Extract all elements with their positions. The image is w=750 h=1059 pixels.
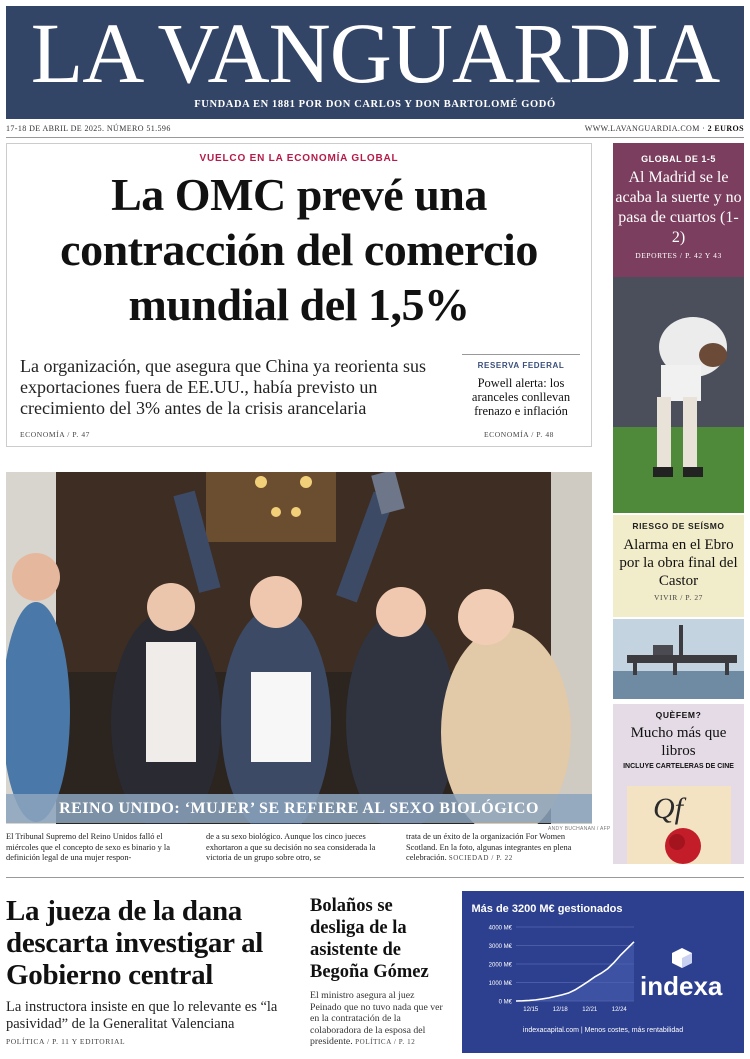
dateline — [6, 124, 744, 133]
chart-y-tick: 1000 M€ — [488, 981, 512, 987]
bolanos-headline: Bolaños se desliga de la asistente de Begoña Gómez — [310, 896, 429, 982]
divider — [6, 877, 744, 878]
dana-deck: La instructora insiste en que lo relevante es “la pasividad” de la Generalitat Valenciana — [6, 999, 278, 1032]
sports-headline: Al Madrid se le acaba la suerte y no pasa de cuartos (1-2) — [615, 169, 742, 246]
lead-headline-line: La OMC prevé una — [111, 169, 487, 220]
dana-story[interactable] — [6, 895, 296, 1046]
bolanos-story[interactable] — [310, 895, 445, 1049]
photo-caption-title: REINO UNIDO: ‘MUJER’ SE REFIERE AL SEXO BIOLÓGICO — [6, 794, 592, 823]
indexa-logo-icon — [670, 946, 694, 970]
lead-story[interactable] — [6, 143, 592, 447]
photo-text-col2: de a su sexo biológico. Aunque los cinco jueces exhortaron a que su decisión no sea considerada la victoria de un grupo sobre otro, se — [206, 832, 376, 862]
lead-deck: La organización, que asegura que China ya reorienta sus exportaciones fuera de EE.UU., había previsto un crecimiento del 3% antes de la crisis arancelaria — [20, 356, 427, 418]
oil-platform-illustration — [613, 619, 744, 699]
ad-footer: indexacapital.com | Menos costes, más rentabilidad — [522, 1027, 684, 1034]
chart-y-tick: 3000 M€ — [488, 944, 512, 950]
sidebar-kicker: RESERVA FEDERAL — [477, 361, 565, 370]
dana-section[interactable]: POLÍTICA / P. 11 Y EDITORIAL — [6, 1037, 126, 1046]
sports-kicker: GLOBAL DE 1-5 — [641, 154, 716, 164]
chart-area — [516, 942, 634, 1001]
quake-headline: Alarma en el Ebro por la obra final del Castor — [619, 537, 738, 589]
chart-y-tick: 2000 M€ — [488, 962, 512, 969]
quake-teaser[interactable] — [613, 515, 744, 617]
indexa-ad[interactable] — [462, 891, 744, 1053]
quake-section: VIVIR / P. 27 — [653, 593, 704, 602]
lead-sidebar[interactable] — [462, 354, 580, 418]
separator: · — [702, 124, 708, 133]
photo-text-col1: El Tribunal Supremo del Reino Unidos falló el miércoles que el concepto de sexo es binario y la definición legal de una mujer respon- — [6, 832, 170, 862]
newspaper-title[interactable]: LA VANGUARDIA — [30, 5, 720, 101]
lead-headline-line: mundial del 1,5% — [128, 279, 470, 330]
masthead-tagline: FUNDADA EN 1881 POR DON CARLOS Y DON BARTOLOMÉ GODÓ — [194, 99, 556, 110]
chart-x-tick: 12/18 — [552, 1007, 568, 1013]
quefem-headline: Mucho más que libros — [630, 725, 727, 759]
ad-chart — [466, 921, 646, 1031]
chart-y-tick: 0 M€ — [498, 999, 512, 1006]
bolanos-section[interactable]: POLÍTICA / P. 12 — [355, 1038, 416, 1047]
chart-x-tick: 12/24 — [611, 1007, 627, 1013]
lead-kicker: VUELCO EN LA ECONOMÍA GLOBAL — [199, 153, 399, 164]
issue-date: 17-18 DE ABRIL DE 2025. NÚMERO 51.596 — [6, 124, 171, 133]
quefem-kicker: QUÈFEM? — [655, 710, 702, 720]
magazine-cover-illustration — [627, 786, 731, 864]
website-link[interactable]: WWW.LAVANGUARDIA.COM — [584, 124, 700, 133]
bolanos-text: El ministro asegura al juez Peinado que no tuvo nada que ver en la contratación de la colaboradora de la esposa del presidente. — [310, 990, 443, 1048]
dateline-right — [585, 124, 744, 133]
oil-platform-photo — [613, 619, 744, 699]
masthead — [6, 6, 744, 119]
bolanos-text-wrap — [310, 990, 445, 1049]
magazine-logo: Qf — [653, 792, 683, 825]
quake-kicker: RIESGO DE SEÍSMO — [632, 521, 725, 531]
celebration-photo-illustration — [6, 472, 592, 824]
chart-x-tick: 12/21 — [582, 1007, 598, 1013]
chart-x-tick: 12/15 — [523, 1007, 539, 1013]
main-photo[interactable] — [6, 472, 592, 824]
divider — [6, 137, 744, 138]
quefem-note: INCLUYE CARTELERAS DE CINE — [623, 763, 734, 770]
lead-headline[interactable] — [7, 167, 591, 332]
ad-brand: indexa — [640, 971, 723, 1001]
sidebar-text: Powell alerta: los aranceles conllevan frenazo e inflación — [471, 376, 571, 418]
sports-teaser[interactable] — [613, 143, 744, 277]
photo-credit: ANDY BUCHANAN / AFP — [548, 826, 611, 832]
dana-headline: La jueza de la dana descarta investigar al Gobierno central — [6, 895, 264, 991]
quefem-teaser[interactable] — [613, 704, 744, 864]
football-player-illustration — [613, 277, 744, 513]
photo-text-col3: trata de un éxito de la organización For Women Scotland. En la foto, algunas integrantes en plena celebración. — [406, 832, 572, 862]
lead-headline-line: contracción del comercio — [60, 224, 538, 275]
price: 2 EUROS — [707, 124, 744, 133]
lead-section[interactable]: ECONOMÍA / P. 47 — [20, 430, 91, 439]
photo-section[interactable]: SOCIEDAD / P. 22 — [448, 854, 513, 862]
sports-section: DEPORTES / P. 42 Y 43 — [635, 251, 722, 260]
magazine-cover — [627, 786, 731, 864]
sidebar-section[interactable]: ECONOMÍA / P. 48 — [484, 430, 555, 439]
chart-y-tick: 4000 M€ — [488, 925, 512, 932]
photo-text-col3-wrap — [406, 832, 592, 864]
football-player-photo — [613, 277, 744, 513]
ad-title: Más de 3200 M€ gestionados — [471, 903, 623, 915]
